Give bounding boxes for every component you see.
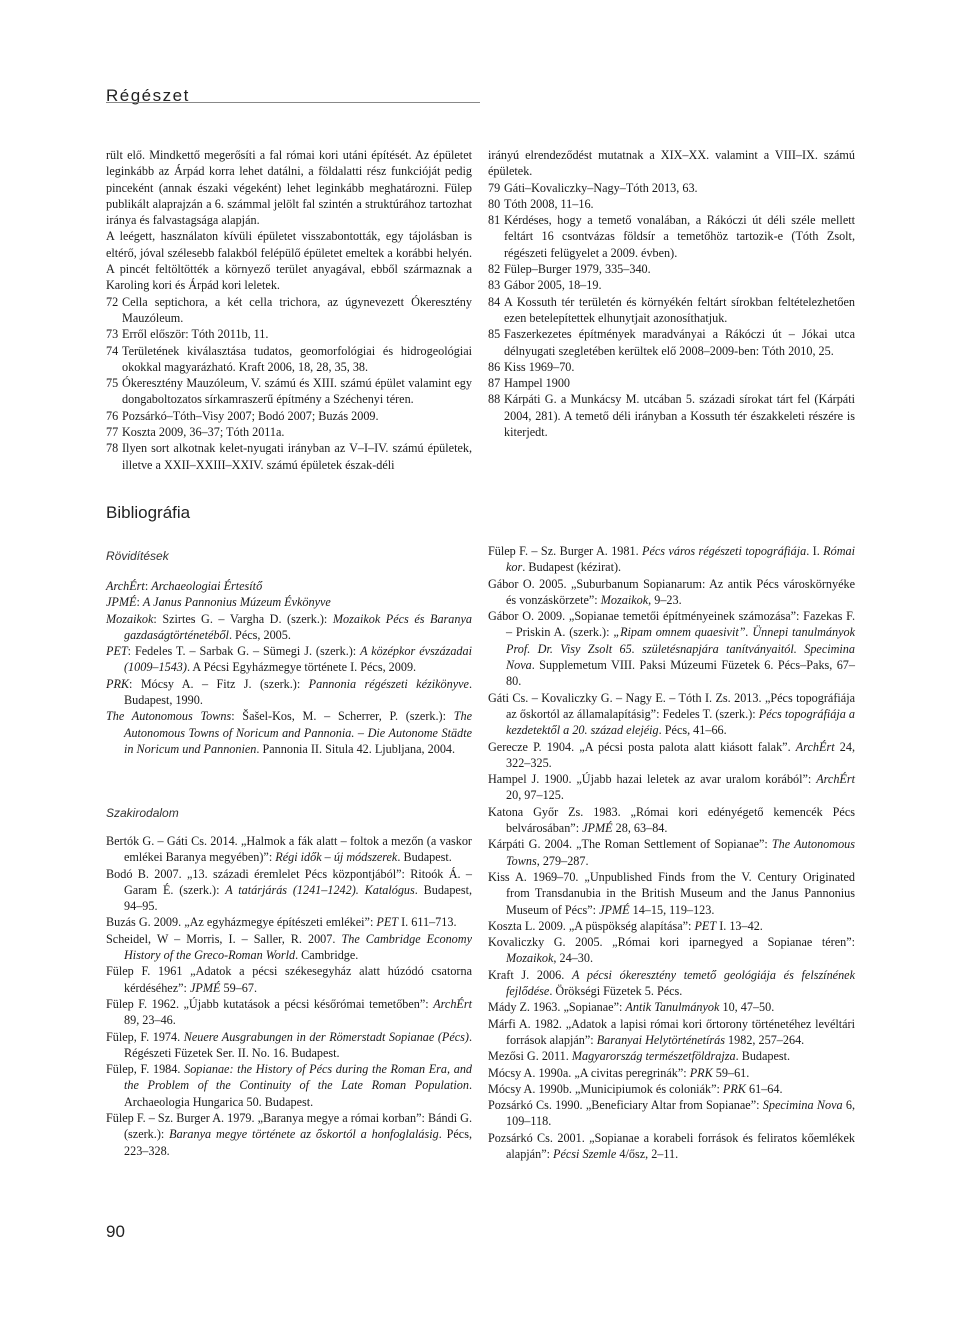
bibliography-entry: JPMÉ: A Janus Pannonius Múzeum Évkönyve — [106, 595, 331, 610]
literature-list-left — [106, 833, 472, 1159]
bibliography-title: Bibliográfia — [106, 503, 191, 522]
footnote — [106, 326, 472, 342]
footnote-number: 87 — [488, 376, 501, 391]
running-head: Régészet — [106, 86, 190, 105]
footnote-number: 72 — [106, 294, 119, 309]
footnote-text: Ókeresztény Mauzóleum, V. számú és XIII. számú épület valamint egy dongaboltozatos sírkamraszerű építmény a Széchenyi téren. — [122, 376, 472, 407]
footnote-text: Gábor 2005, 18–19. — [504, 278, 602, 293]
bibliography-entry: Gábor O. 2005. „Suburbanum Sopianarum: Az antik Pécs városkörnyéke és vonzáskörzete”: Mozaikok, 9–23. — [488, 576, 855, 607]
bibliography-entry: Hampel J. 1900. „Újabb hazai leletek az avar uralom korából”: ArchÉrt 20, 97–125. — [488, 772, 855, 803]
bibliography-entry: Kraft J. 2006. A pécsi ókeresztény temető geológiája és felszínének fejlődése. Örökségi Füzetek 5. Pécs. — [488, 967, 855, 999]
footnote — [488, 294, 855, 327]
header-rule — [106, 102, 480, 103]
footnote-number: 83 — [488, 278, 501, 293]
bibliography-entry: Buzás G. 2009. „Az egyházmegye építészeti emlékei”: PET I. 611–713. — [106, 915, 457, 930]
footnote-number: 80 — [488, 196, 501, 211]
bibliography-entry: Mezősi G. 2011. Magyarország természetföldrajza. Budapest. — [488, 1049, 791, 1064]
bibliography-entry: Fülep F. 1962. „Újabb kutatások a pécsi későrómai temetőben”: ArchÉrt 89, 23–46. — [106, 996, 472, 1028]
footnote — [106, 440, 472, 473]
bibliography-entry: Gábor O. 2009. „Sopianae temetői építményeinek számozása”: Fazekas F. – Priskin A. (szerk.): „Ripam omnem quaesivit”. Ünnepi tanulmányok Prof. Dr. Visy Zsolt 65. születésnapjára tanítványaitól. Specimina Nova. Supplemetum VIII. Paksi Múzeumi Füzetek 6. Pécs–Paks, 67–80. — [488, 609, 855, 689]
footnote-text: Fülep–Burger 1979, 335–340. — [504, 262, 651, 277]
footnote-text: Kérdéses, hogy a temető vonalában, a Rákóczi út déli széle mellett feltárt 16 csontvázas földsír a temetőhöz tartozik-e (Tóth Zsolt, régészeti felügyelet a 2009. évben). — [504, 213, 855, 260]
bibliography-entry: Kovaliczky G. 2005. „Római kori iparnegyed a Sopianae téren”: Mozaikok, 24–30. — [488, 935, 855, 966]
footnote-number: 85 — [488, 327, 501, 342]
footnote — [488, 326, 855, 359]
bibliography-entry: Kárpáti G. 2004. „The Roman Settlement of Sopianae”: The Autonomous Towns, 279–287. — [488, 837, 856, 868]
bibliography-entry: Katona Győr Zs. 1983. „Római kori edényégető kemencék Pécs belvárosában”: JPMÉ 28, 63–84. — [488, 804, 855, 836]
footnote-text: A Kossuth tér területén és környékén feltárt sírokban feltételezhetően ezen betelepítettek elhunytjait azonosíthatjuk. — [504, 294, 855, 325]
bibliography-entry: Fülep, F. 1974. Neuere Ausgrabungen in der Römerstadt Sopianae (Pécs). Régészeti Füzetek Ser. II. No. 16. Budapest. — [106, 1029, 473, 1060]
bibliography-entry: Bodó B. 2007. „13. századi éremlelet Pécs központjából”: Ritoók Á. – Garam É. (szerk.): A tatárjárás (1241–1242). Katalógus. Budapest, 94–95. — [106, 866, 473, 914]
footnote-continuation: irányú elrendeződést mutatnak a XIX–XX. valamint a VIII–IX. számú épületek. — [488, 148, 855, 179]
bibliography-entry: Fülep F. – Sz. Burger A. 1981. Pécs város régészeti topográfiája. I. Római kor. Budapest (kézirat). — [488, 544, 855, 575]
footnote — [488, 375, 855, 391]
bibliography-entry: PET: Fedeles T. – Sarbak G. – Sümegi J. (szerk.): A középkor évszázadai (1009–1543). A Pécsi Egyházmegye története I. Pécs, 2009. — [106, 644, 473, 675]
text-column-left — [106, 147, 472, 473]
footnote-number: 79 — [488, 180, 501, 195]
footnote-text: Területének kiválasztása tudatos, geomorfológiai és hidrogeológiai okokkal magyarázható. Kraft 2006, 18, 28, 35, 38. — [122, 343, 472, 374]
footnote-number: 73 — [106, 327, 119, 342]
footnote — [488, 261, 855, 277]
bibliography-entry: Kiss A. 1969–70. „Unpublished Finds from the V. Century Originated from Transdanubia in the British Museum and the Janus Pannonius Museum of Pécs”: JPMÉ 14–15, 119–123. — [488, 869, 855, 917]
footnote — [106, 294, 472, 327]
text-column-right — [488, 147, 855, 440]
footnote-text: Kárpáti G. a Munkácsy M. utcában 5. századi sírokat tárt fel (Kárpáti 2004, 281). A temető déli irányban a Kossuth tér északkeleti részére is kiterjedt. — [504, 392, 855, 440]
footnote — [106, 375, 472, 408]
footnote-text: Hampel 1900 — [504, 376, 571, 391]
footnote-text: Gáti–Kovaliczky–Nagy–Tóth 2013, 63. — [504, 180, 698, 195]
footnote-text: Faszerkezetes építmények maradványai a Rákóczi út – Jókai utca délnyugati szegletében kerültek elő 2008–2009-ben: Tóth 2010, 25. — [504, 327, 855, 358]
bibliography-entry: Pozsárkó Cs. 2001. „Sopianae a korabeli források és feliratos kőemlékek alapján”: Pécsi Szemle 4/ősz, 2–11. — [488, 1130, 855, 1161]
footnote-text: Tóth 2008, 11–16. — [504, 196, 594, 211]
footnote-number: 88 — [488, 392, 501, 407]
literature-heading: Szakirodalom — [106, 806, 179, 820]
page-number: 90 — [106, 1222, 125, 1241]
bibliography-entry: Mozaikok: Szirtes G. – Vargha D. (szerk.): Mozaikok Pécs és Baranya gazdaságtörténetéből. Pécs, 2005. — [106, 611, 472, 642]
footnote-number: 77 — [106, 425, 119, 440]
bibliography-entry: Mócsy A. 1990b. „Municipiumok és coloniák”: PRK 61–64. — [488, 1081, 783, 1096]
bibliography-entry: Márfi A. 1982. „Adatok a lapisi római kori őrtorony történetéhez levéltári források alapján”: Baranyai Helytörténetírás 1982, 257–264. — [488, 1016, 855, 1047]
footnote-number: 82 — [488, 262, 501, 277]
footnote — [488, 196, 855, 212]
footnote-text: Kiss 1969–70. — [504, 359, 575, 374]
footnotes-left — [106, 294, 472, 473]
footnote-number: 84 — [488, 294, 501, 309]
bibliography-entry: Mócsy A. 1990a. „A civitas peregrinák”: PRK 59–61. — [488, 1065, 750, 1080]
bibliography-entry: Koszta L. 2009. „A püspökség alapítása”: PET I. 13–42. — [488, 918, 763, 933]
footnote-number: 75 — [106, 376, 119, 391]
footnote — [106, 408, 472, 424]
footnote-text: Pozsárkó–Tóth–Visy 2007; Bodó 2007; Buzás 2009. — [122, 408, 379, 423]
bibliography-entry: Fülep F. – Sz. Burger A. 1979. „Baranya megye a római korban”: Bándi G. (szerk.): Baranya megye története az őskortól a honfoglalásig. Pécs, 223–328. — [106, 1111, 472, 1158]
abbreviations-heading: Rövidítések — [106, 549, 169, 563]
footnote-text: Erről először: Tóth 2011b, 11. — [122, 327, 269, 342]
bibliography-entry: Gáti Cs. – Kovaliczky G. – Nagy E. – Tóth I. Zs. 2013. „Pécs topográfiája az őskortól az államalapításig”: Fedeles T. (szerk.): Pécs topográfiája a kezdetektől a 20. század elejéig. Pécs, 41–66. — [488, 690, 856, 738]
bibliography-entry: Bertók G. – Gáti Cs. 2014. „Halmok a fák alatt – foltok a mezőn (a vaskor emlékei Baranya megyében)”: Régi idők – új módszerek. Budapest. — [106, 834, 472, 865]
footnote — [488, 359, 855, 375]
footnote-text: Koszta 2009, 36–37; Tóth 2011a. — [122, 425, 285, 440]
footnote-number: 74 — [106, 343, 119, 358]
literature-list-right — [488, 543, 855, 1162]
abbreviations-list — [106, 578, 472, 757]
bibliography-entry: Fülep F. 1961 „Adatok a pécsi székesegyház alatt húzódó csatorna kérdéséhez”: JPMÉ 59–67. — [106, 964, 472, 995]
bibliography-entry: Mády Z. 1963. „Sopianae”: Antik Tanulmányok 10, 47–50. — [488, 1000, 775, 1015]
footnote-text: Ilyen sort alkotnak kelet-nyugati irányban az V–I–IV. számú épületek, illetve a XXII–XXIII–XXIV. számú épületek észak-déli — [122, 441, 472, 472]
bibliography-entry: The Autonomous Towns: Šašel-Kos, M. – Scherrer, P. (szerk.): The Autonomous Towns of Noricum and Pannonia. – Die Autonome Städte in Noricum und Pannonien. Pannonia II. Situla 42. Ljubljana, 2004. — [106, 709, 473, 756]
footnote — [488, 212, 855, 261]
bibliography-entry: Gerecze P. 1904. „A pécsi posta palota alatt kiásott falak”. ArchÉrt 24, 322–325. — [488, 739, 855, 770]
bibliography-entry: PRK: Mócsy A. – Fitz J. (szerk.): Pannonia régészeti kézikönyve. Budapest, 1990. — [106, 676, 472, 708]
footnote-number: 78 — [106, 441, 119, 456]
paragraph: rült elő. Mindkettő megerősíti a fal római kori utáni építését. Az épületet leginkább az Árpád korra lehet datálni, a földalatti rész funkcióját pedig pinceként (annak északi végeként) lehet leginkább meghatározni. Fülep publikált alaprajzán a 6. számmal jelölt fal szintén a struktúrához tartozhat iránya és falvastagsága alapján. — [106, 148, 472, 228]
footnote — [488, 391, 855, 440]
footnote-number: 81 — [488, 213, 501, 228]
footnote — [106, 424, 472, 440]
footnotes-right — [488, 180, 855, 441]
footnote — [488, 277, 855, 293]
footnote-number: 86 — [488, 359, 501, 374]
bibliography-entry: Fülep, F. 1984. Sopianae: the History of Pécs during the Roman Era, and the Problem of the Continuity of the Late Roman Population. Archaeologia Hungarica 50. Budapest. — [106, 1062, 473, 1109]
paragraph: A leégett, használaton kívüli épületet visszabontották, egy tájolásban is eltérő, jóval szélesebb falakból felépülő épületet emeltek a korábbi helyén. A pincét feltöltötték a környező terület anyagával, ebből származnak a Karoling kori és Árpád kori leletek. — [106, 229, 472, 293]
bibliography-entry: ArchÉrt: Archaeologiai Értesítő — [106, 579, 263, 593]
footnote-number: 76 — [106, 408, 119, 423]
footnote — [106, 343, 472, 376]
footnote — [488, 180, 855, 196]
footnote-text: Cella septichora, a két cella trichora, az úgynevezett Ókeresztény Mauzóleum. — [122, 294, 472, 325]
bibliography-entry: Scheidel, W – Morris, I. – Saller, R. 2007. The Cambridge Economy History of the Greco-Roman World. Cambridge. — [106, 931, 472, 963]
bibliography-entry: Pozsárkó Cs. 1990. „Beneficiary Altar from Sopianae”: Specimina Nova 6, 109–118. — [488, 1098, 856, 1129]
